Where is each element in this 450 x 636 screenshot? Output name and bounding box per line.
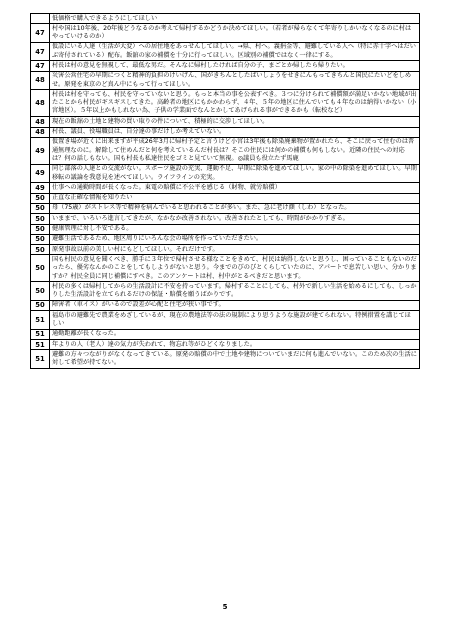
table-body <box>31 14 420 369</box>
row-number: 50 <box>31 282 50 301</box>
table-row <box>31 340 420 350</box>
row-number: 48 <box>31 71 50 90</box>
row-number: 50 <box>31 255 50 282</box>
row-number: 49 <box>31 164 50 183</box>
table-row <box>31 137 420 164</box>
row-number: 47 <box>31 61 50 71</box>
row-number: 48 <box>31 127 50 137</box>
response-text: 国も村民の意見を聞くべき、勝手に３年位で帰村させる様なことをきめて、村民は納得しないと思うし、困っていることもないのだったら、優劣なんかのことをしてもしようがないと思う。今までのびのびとくらしていたのに、アパートで息苦しい思い、分かりますか？村民全員に同じ補償にすべき。このアンケートは村、村中がとるべきだと思います。 <box>50 255 420 282</box>
response-text: 福島市の避難先で農業をめざしているが、現在の農地法等の法の規制により思うような施設が建てられない。特例措置を講じてほしい <box>50 311 420 330</box>
row-number <box>31 14 50 24</box>
response-text: 避難の方々つながりがなくなってきている。原発の賠償の中で土地や建物についていまだに何も進んでいない。このため次の生活に対して希望が持てない。 <box>50 350 420 369</box>
table-row <box>31 24 420 43</box>
response-text: 年よりの人（老人）達の気力が失われて、物忘れ等がひどくなりました。 <box>50 340 420 350</box>
table-row <box>31 311 420 330</box>
row-number: 50 <box>31 193 50 203</box>
row-number: 50 <box>31 224 50 234</box>
table-row <box>31 71 420 90</box>
response-text: 避難生活であるため、地区周りにいろんな会の場所を作っていただきたい。 <box>50 234 420 244</box>
response-text: 同じ部落の人達との交流がない。スポーツ施設の充実、運動不足、早期に除染を進めてほしい。家の中の除染を進めてほしい。早期移転の議論を我意見を述べてほしい。ライフラインの充実。 <box>50 164 420 183</box>
response-text: 村長は村を守っても、村民を守っていないと思う。もっと本当の事を公表すべき。３つに分けられて補償額が満足いかない地域が出たことから村民がギスギスしてきた。高齢者の地区にもかかわらず、４年、５年の地区に住んでいても４年なのは納得いかない（小宮地区）。５年以上かもしれない為、子供の学業面でなんとかしてあげられる事ができるかも（転校など） <box>50 90 420 117</box>
table-row <box>31 224 420 234</box>
table-row <box>31 255 420 282</box>
table-row <box>31 193 420 203</box>
table-row <box>31 329 420 339</box>
response-text: いままで、いろいろ進言してきたが、なかなか改善されない。改善されたとしても、時間がかかりすぎる。 <box>50 214 420 224</box>
table-row <box>31 282 420 301</box>
row-number: 50 <box>31 245 50 255</box>
response-text: 仮置き場が近くに出来ますが平成26年3月に帰村予定と言うけど小宮は3年後も除染廃棄物が置かれたら、そこに戻って住むのは普通無理なのに。解除して住めんだと何を考えているんだ村長は？そこの住民には何かの補償も何もしない。近隣の住民への対応は？何の話しもない。国も村長も私達住民をゴミと見ていて無視。◎議員も役立たず馬鹿 <box>50 137 420 164</box>
table-row <box>31 183 420 193</box>
response-text: 災害公営住宅の早期につくと精神的負担のけいげん、国がきちんとしたばいしょうをせきにんもってきちんと国民にたいどをしめせ。原発を東京のど真ん中にもって行ってほしい。 <box>50 71 420 90</box>
row-number: 47 <box>31 42 50 61</box>
row-number: 51 <box>31 329 50 339</box>
row-number: 48 <box>31 117 50 127</box>
response-text: 通勤距離が長くなった。 <box>50 329 420 339</box>
response-text: 仕事への通勤時間が長くなった。東電の賠償に不公平を感じる（財物、就労賠償） <box>50 183 420 193</box>
response-text: 村長は村の意見を無視して、最低な男だ。そんなに帰村したければ自分の子、まごとか帰したら帰りたい。 <box>50 61 420 71</box>
table-row <box>31 117 420 127</box>
row-number: 51 <box>31 311 50 330</box>
response-text: 村民の多くは帰村してからの生活設計に不安を持っています。帰村することにしても、村外で新しい生活を始めるにしても、しっかりした生活設計を立てられるだけの保証・賠償を願うばかりです。 <box>50 282 420 301</box>
row-number: 50 <box>31 234 50 244</box>
response-text: 現在の飯舘の土地と建物の買い取りの件について、積極的に交渉してほしい。 <box>50 117 420 127</box>
response-text: 母（75歳）がストレス等で精神を病んでいると思われることが多い。また、急に老け顔（しわ）となった。 <box>50 203 420 213</box>
table-row <box>31 234 420 244</box>
table-row <box>31 214 420 224</box>
table-row <box>31 42 420 61</box>
row-number: 50 <box>31 203 50 213</box>
survey-response-table <box>30 13 420 369</box>
page-number: 5 <box>222 603 228 611</box>
response-text: 健康管理に対し不安である。 <box>50 224 420 234</box>
response-text: 低価格で購入できるようにしてほしい <box>50 14 420 24</box>
row-number: 48 <box>31 90 50 117</box>
table-row <box>31 350 420 369</box>
response-text: 正直な正確な情報を知りたい <box>50 193 420 203</box>
table-row <box>31 300 420 310</box>
row-number: 51 <box>31 350 50 369</box>
response-text: 障害者（車イス）がいるので設差が心配と住宅が狭い事です。 <box>50 300 420 310</box>
table-row <box>31 203 420 213</box>
row-number: 49 <box>31 183 50 193</box>
row-number: 50 <box>31 300 50 310</box>
row-number: 51 <box>31 340 50 350</box>
table-row <box>31 245 420 255</box>
response-text: 仮設にいる人達（生活が大変）への居住地をあっせんしてほしい。→県、村へ。義捐金等、避難している人へ（特に赤十字へはだいぶ寄付されている）配布。飯舘の家の補償を十分に行ってほしい。区域別の補償ではなく一律にする。 <box>50 42 420 61</box>
table-row <box>31 14 420 24</box>
response-text: 村長、議員、役場職員は、自分達の事だけしか考えていない。 <box>50 127 420 137</box>
row-number: 50 <box>31 214 50 224</box>
response-text: 村や国は10年後、20年後どうなるのか考えて帰村するかどうか決めてほしい。（若者が帰らなくて年寄りしかいなくなるのに村はやっていけるのか） <box>50 24 420 43</box>
table-row <box>31 127 420 137</box>
row-number: 47 <box>31 24 50 43</box>
table-row <box>31 90 420 117</box>
response-text: 原発事故以前の美しい村にもどしてほしい。それだけです。 <box>50 245 420 255</box>
table-row <box>31 61 420 71</box>
table-row <box>31 164 420 183</box>
row-number: 49 <box>31 137 50 164</box>
